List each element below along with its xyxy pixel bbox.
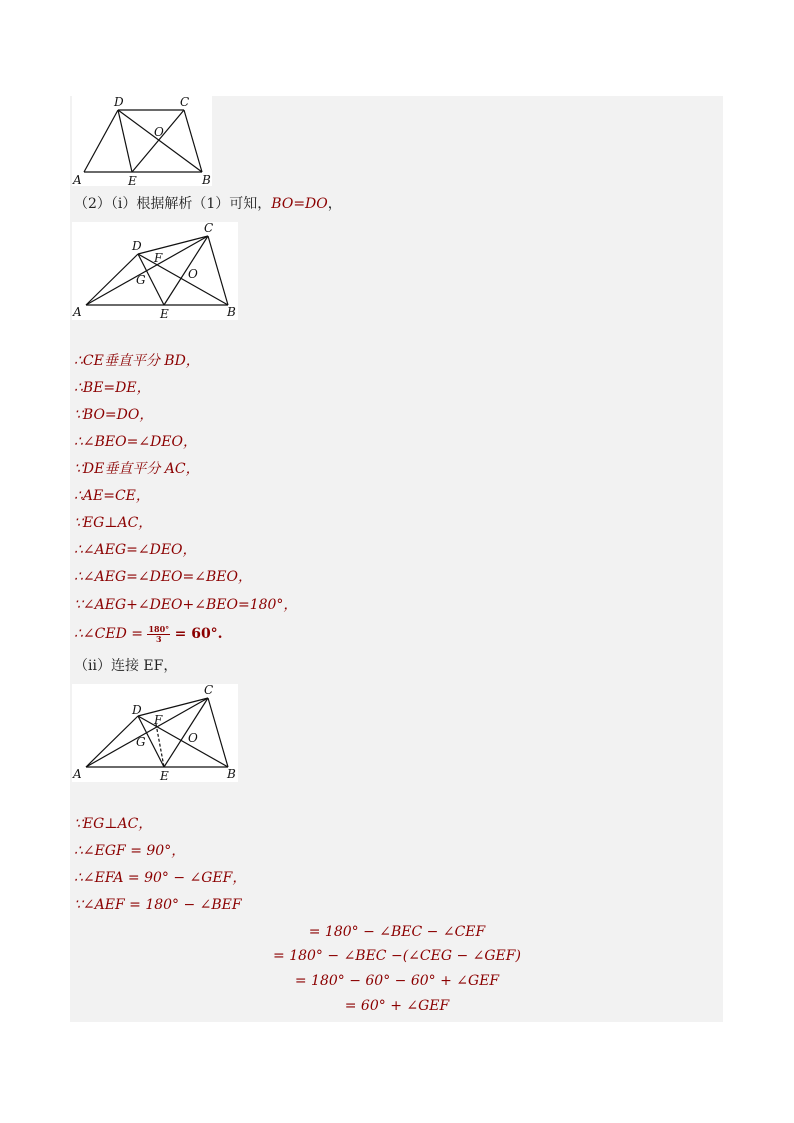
- label-F: F: [154, 251, 163, 265]
- figure-2-svg: [72, 222, 238, 320]
- label-B: B: [227, 767, 236, 781]
- label-O: O: [188, 267, 198, 281]
- ced-lhs: ∴∠CED =: [74, 626, 143, 642]
- ced-equation: [74, 624, 223, 644]
- label-D: D: [132, 703, 142, 717]
- label-O: O: [188, 731, 198, 745]
- label-B: B: [227, 305, 236, 319]
- label-B: B: [202, 173, 211, 186]
- ced-fraction: [147, 625, 170, 644]
- label-E: E: [160, 307, 169, 320]
- derivation-3: = 180° − 60° − 60° + ∠GEF: [294, 973, 500, 989]
- step-5: ∵DE垂直平分 AC，: [74, 461, 200, 477]
- figure-1-svg: [72, 96, 212, 186]
- label-D: D: [132, 239, 142, 253]
- intro-suffix: ，: [327, 196, 342, 212]
- step-3: ∵BO=DO，: [74, 407, 154, 423]
- intro-text: （2）（ⅰ）根据解析（1）可知，: [74, 196, 272, 212]
- ced-rhs: = 60°.: [174, 626, 223, 642]
- derivation-4: = 60° + ∠GEF: [344, 998, 450, 1014]
- step-10: ∵∠AEG+∠DEO+∠BEO=180°，: [74, 597, 298, 613]
- label-A: A: [73, 305, 82, 319]
- label-C: C: [204, 222, 214, 235]
- ced-denominator: 3: [156, 633, 162, 644]
- step-8: ∴∠AEG=∠DEO，: [74, 542, 197, 558]
- label-E: E: [128, 174, 137, 186]
- ced-numerator: 180°: [148, 623, 170, 634]
- label-A: A: [73, 767, 82, 781]
- step-2: ∴BE=DE，: [74, 380, 151, 396]
- step-4: ∴∠BEO=∠DEO，: [74, 434, 198, 450]
- figure-3-svg: [72, 684, 238, 782]
- section-2-intro: [74, 194, 342, 214]
- derivation-1: = 180° − ∠BEC − ∠CEF: [308, 924, 486, 940]
- figure-trapezoid-2: [72, 222, 238, 320]
- label-O: O: [154, 125, 164, 139]
- step2-3: ∴∠EFA = 90° − ∠GEF，: [74, 870, 247, 886]
- figure-trapezoid-1: [72, 96, 212, 186]
- label-D: D: [114, 96, 124, 109]
- step2-4: ∵∠AEF = 180° − ∠BEF: [74, 897, 242, 913]
- label-C: C: [204, 684, 214, 697]
- label-G: G: [136, 735, 146, 749]
- step-1: ∴CE垂直平分 BD，: [74, 353, 200, 369]
- label-C: C: [180, 96, 190, 109]
- step-7: ∵EG⊥AC，: [74, 515, 153, 531]
- figure-trapezoid-3: [72, 684, 238, 782]
- step2-2: ∴∠EGF = 90°，: [74, 843, 186, 859]
- label-G: G: [136, 273, 146, 287]
- label-F: F: [154, 713, 163, 727]
- step-9: ∴∠AEG=∠DEO=∠BEO，: [74, 569, 252, 585]
- step-6: ∴AE=CE，: [74, 488, 150, 504]
- derivation-2: = 180° − ∠BEC −(∠CEG − ∠GEF): [273, 948, 521, 964]
- label-A: A: [73, 173, 82, 186]
- label-E: E: [160, 769, 169, 782]
- step2-1: ∵EG⊥AC，: [74, 816, 153, 832]
- intro-expr: BO=DO: [271, 196, 328, 212]
- part-ii-heading: （ⅱ）连接 EF，: [74, 658, 178, 674]
